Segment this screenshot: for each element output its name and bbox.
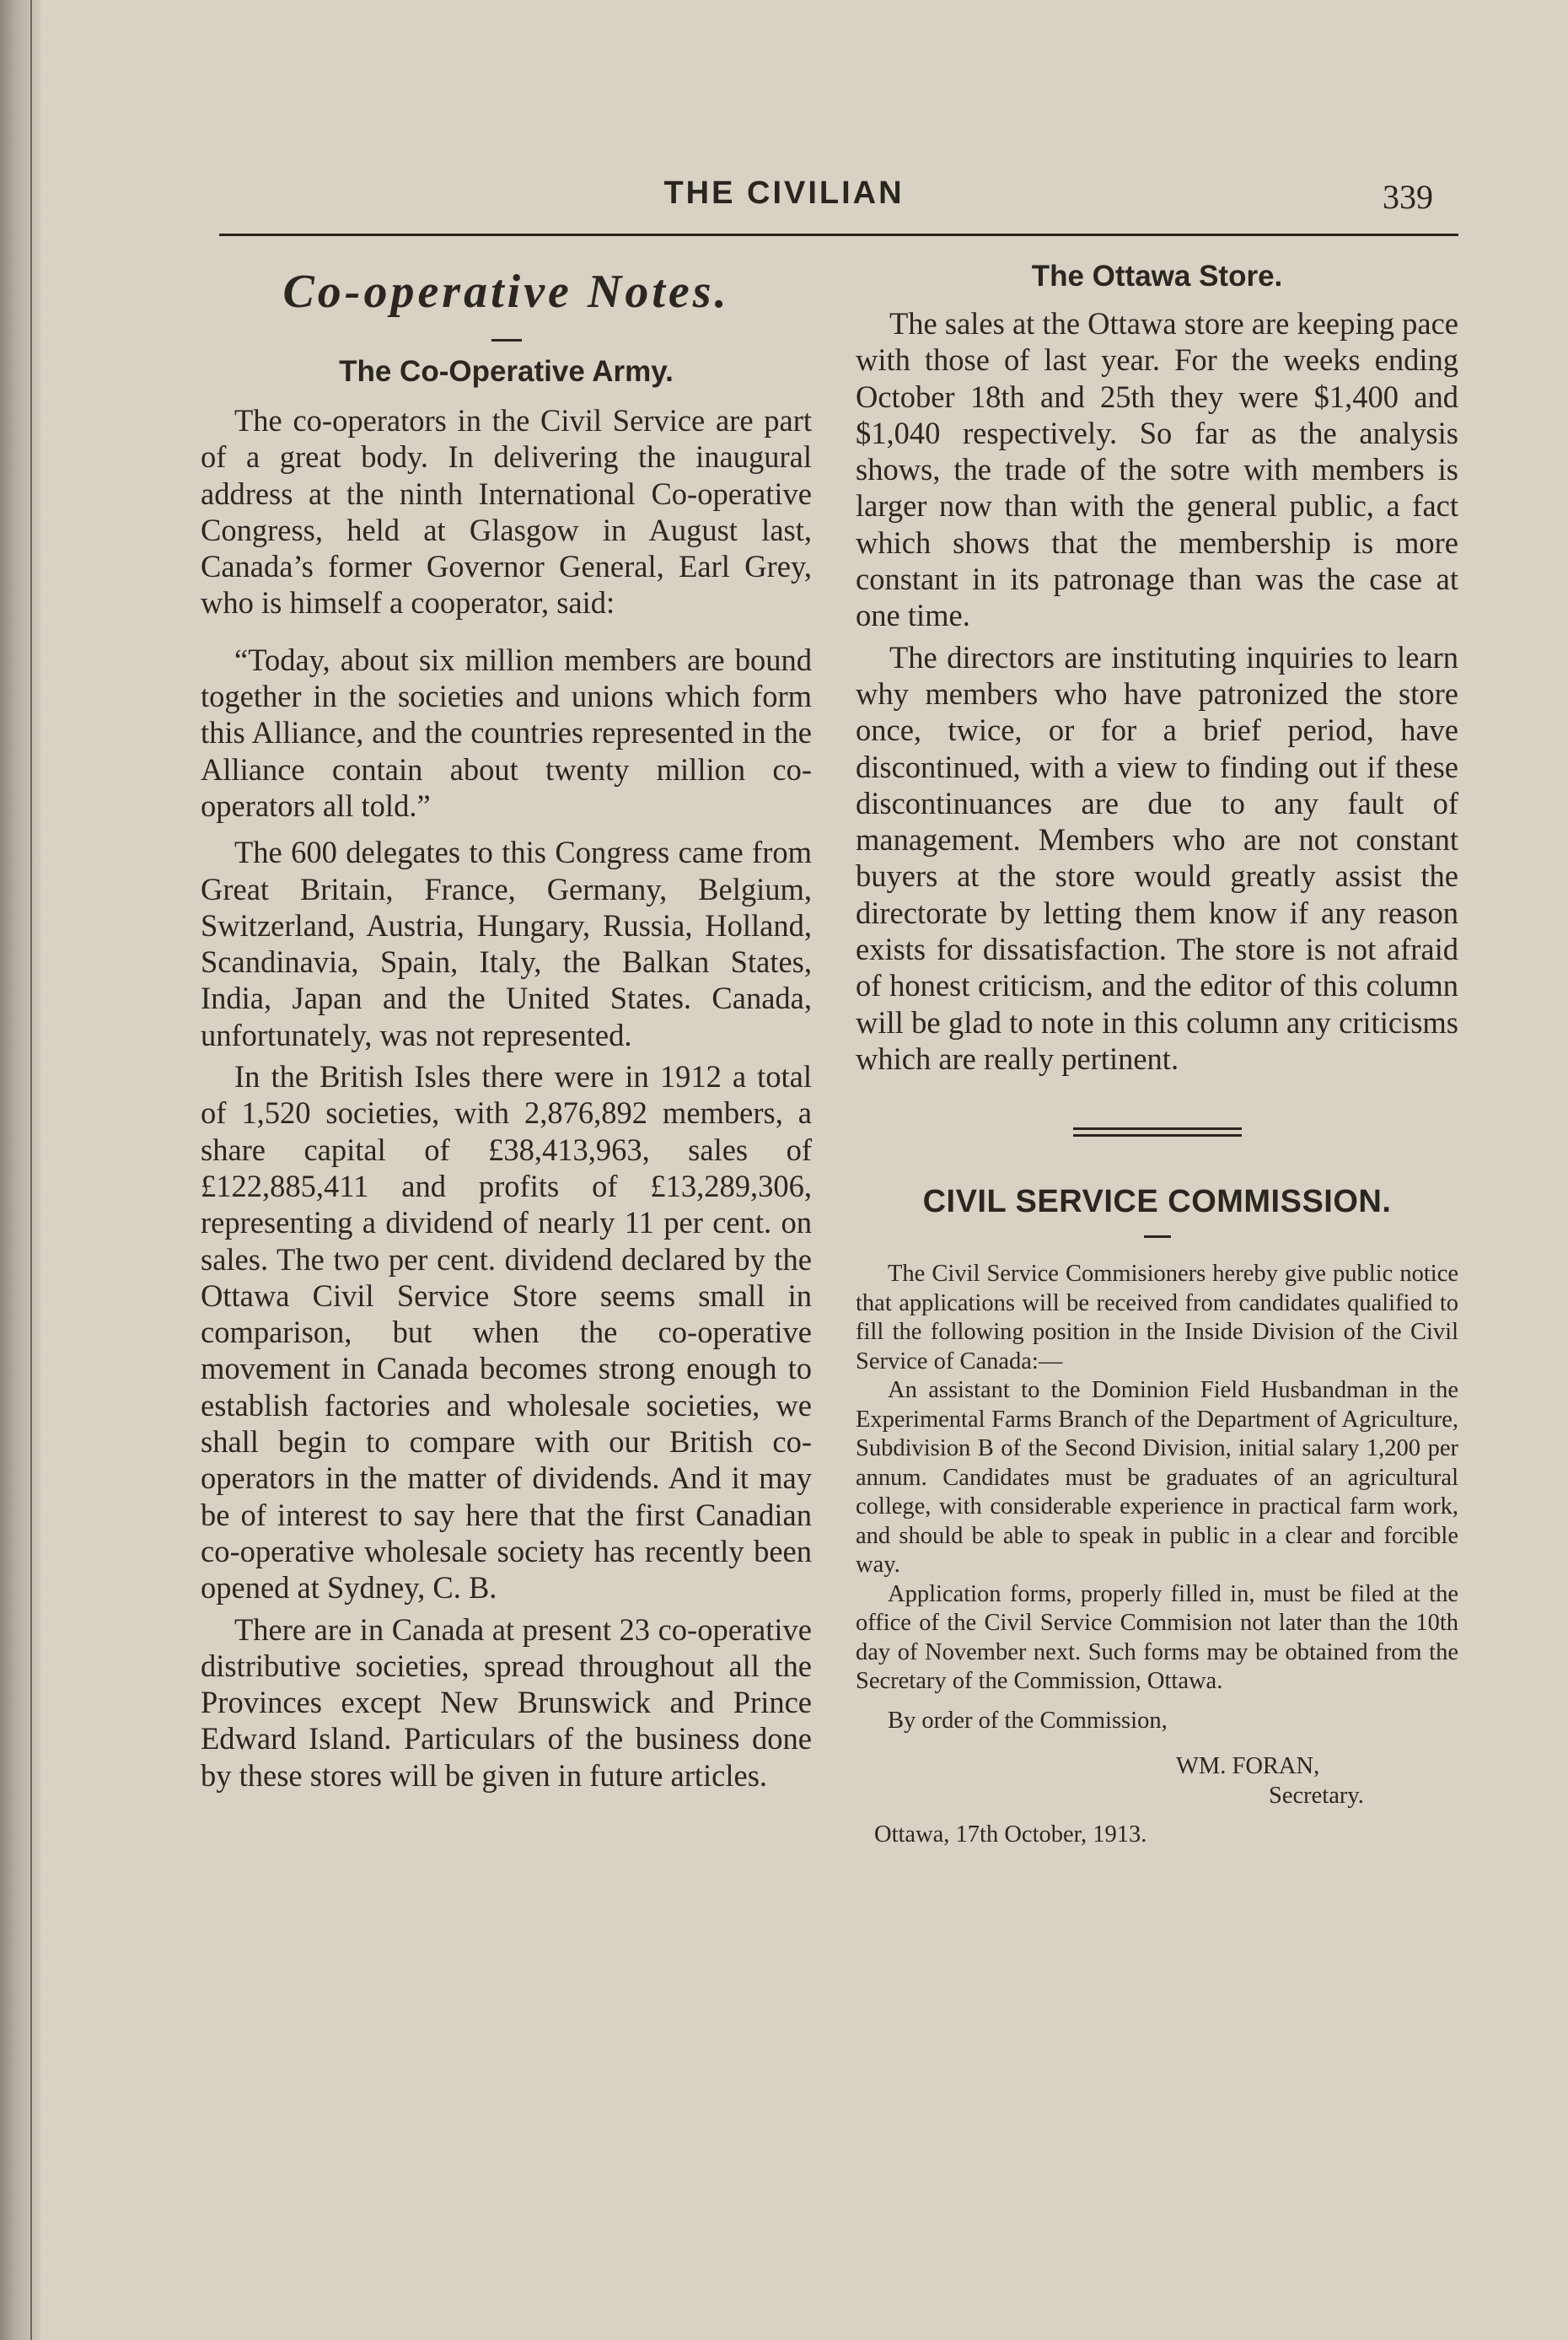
right-column xyxy=(856,253,1458,1850)
paragraph: The directors are instituting inquiries to learn why members who have patronized the store once, twice, or for a brief period, have discontinued, with a view to finding out if these discontinuances are due to any fault of management. Members who are not constant buyers at the store would greatly assist the directorate by letting them know if any reason exists for dissatisfaction. The store is not afraid of honest criticism, and the editor of this column will be glad to note in this column any criticisms which are really pertinent. xyxy=(856,639,1458,1076)
paragraph: The co-operators in the Civil Service are part of a great body. In delivering the inaugural address at the ninth International Co-operative Congress, held at Glasgow in August last, Canada’s former Governor General, Earl Grey, who is himself a cooperator, said: xyxy=(201,403,812,621)
paragraph: The sales at the Ottawa store are keeping pace with those of last year. For the weeks ending October 18th and 25th they were $1,400 and $1,040 respectively. So far as the analysis shows, the trade of the sotre with members is larger now than with the general public, a fact which shows that the membership is more constant in its patronage than was the case at one time. xyxy=(856,306,1458,633)
date-line: Ottawa, 17th October, 1913. xyxy=(874,1821,1147,1848)
notice-paragraph: An assistant to the Dominion Field Husbandman in the Experimental Farms Branch of the Department of Agriculture, Subdivision B of the Second Division, initial salary 1,200 per annum. Candidates must be graduates of an agricultural college, with considerable experience in practical farm work, and should be able to speak in public in a clear and forcible way. xyxy=(856,1377,1458,1579)
article-body-cooperative-army xyxy=(201,402,812,1794)
header-rule xyxy=(219,234,1458,236)
paragraph: There are in Canada at present 23 co-operative distributive societies, spread throughout all the Provinces except New Brunswick and Prince Edward Island. Particulars of the business done by these stores will be given in future articles. xyxy=(201,1611,812,1793)
paragraph: The 600 delegates to this Congress came from Great Britain, France, Germany, Belgium, Switzerland, Austria, Hungary, Russia, Holland, Scandinavia, Spain, Italy, the Balkan States, India, Japan and the United States. Canada, unfortunately, was not represented. xyxy=(201,835,812,1052)
order-line: By order of the Commission, xyxy=(888,1707,1168,1734)
notice-title: CIVIL SERVICE COMMISSION. xyxy=(922,1184,1392,1220)
binding-line xyxy=(30,0,32,2340)
left-column xyxy=(201,253,812,1799)
page-number: 339 xyxy=(1383,178,1433,216)
paragraph: In the British Isles there were in 1912 a total of 1,520 societies, with 2,876,892 members, a share capital of £38,413,963, sales of £122,885,411 and profits of £13,289,306, representing a dividend of nearly 11 per cent. on sales. The two per cent. dividend declared by the Ottawa Civil Service Store seems small in comparison, but when the co-operative movement in Canada becomes strong enough to establish factories and wholesale societies, we shall begin to compare with our British co-operators in the matter of dividends. And it may be of interest to say here that the first Canadian co-operative wholesale society has recently been opened at Sydney, C. B. xyxy=(201,1059,812,1606)
article-body-ottawa-store xyxy=(856,305,1458,1077)
article-title-cooperative-army: The Co-Operative Army. xyxy=(339,355,674,388)
divider-dash xyxy=(491,339,522,342)
signature-block xyxy=(856,1752,1458,1850)
section-title: Co-operative Notes. xyxy=(282,266,730,318)
signatory-title: Secretary. xyxy=(1269,1782,1364,1809)
notice-paragraph: Application forms, properly filled in, must be filed at the office of the Civil Service Commision not later than the 10th day of November next. Such forms may be obtained from the Secretary of the Commission, Ottawa. xyxy=(856,1580,1458,1695)
quote-paragraph: “Today, about six million members are bound together in the societies and unions which form this Alliance, and the countries represented in the Alliance contain about twenty million co-operators all told.” xyxy=(201,642,812,823)
page-spine-shadow xyxy=(0,0,40,2340)
divider-dash xyxy=(1144,1235,1171,1238)
notice-body xyxy=(856,1260,1458,1735)
notice-paragraph: The Civil Service Commisioners hereby give public notice that applications will be received from candidates qualified to fill the following position in the Inside Division of the Civil Service of Canada:— xyxy=(856,1261,1458,1374)
journal-title: THE CIVILIAN xyxy=(663,175,905,211)
double-rule-divider xyxy=(1073,1127,1242,1137)
signatory-name: WM. FORAN, xyxy=(1176,1753,1320,1780)
article-title-ottawa-store: The Ottawa Store. xyxy=(1031,260,1283,293)
